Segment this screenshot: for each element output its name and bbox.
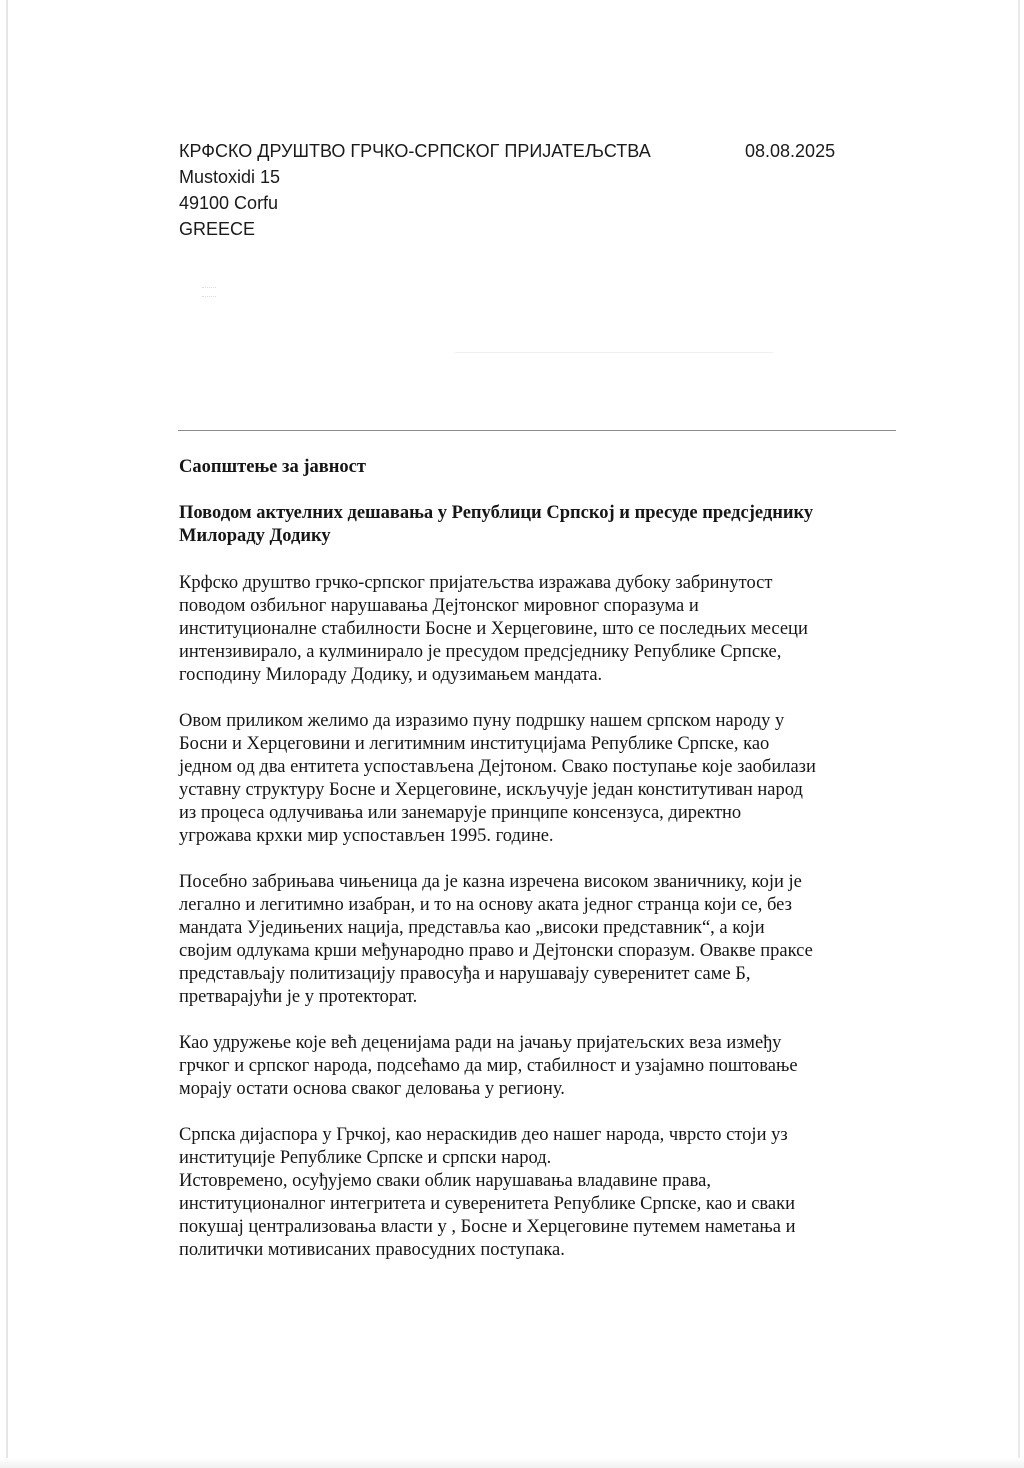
sender-address <box>179 138 651 242</box>
scan-artifact-line <box>455 352 773 353</box>
text-line: представљају политизацију правосуђа и нарушавају суверенитет саме Б, <box>179 964 751 984</box>
letter-date: 08.08.2025 <box>745 141 836 161</box>
text-line: Босни и Херцеговини и легитимним институцијама Републике Српске, као <box>179 734 770 754</box>
text-line: покушај централизовања власти у , Босне и Херцеговине путемем наметања и <box>179 1217 796 1237</box>
text-line: Као удружење које већ деценијама ради на јачању пријатељских веза између <box>179 1033 782 1053</box>
text-line: Српска дијаспора у Грчкој, као нераскидив део нашег народа, чврсто стоји уз <box>179 1125 788 1145</box>
text-line: из процеса одлучивања или занемарује принципе консензуса, директно <box>179 803 742 823</box>
text-line: уставну структуру Босне и Херцеговине, искључује један конститутиван народ <box>179 780 803 800</box>
scan-edge-right <box>1018 0 1020 1468</box>
page-title: Саопштење за јавност <box>179 457 366 477</box>
text-line: господину Милораду Додику, и одузимањем мандата. <box>179 665 603 685</box>
text-line: својим одлукама крши међународно право и Дејтонски споразум. Овакве праксе <box>179 941 813 961</box>
text-line: поводом озбиљног нарушавања Дејтонског мировног споразума и <box>179 596 699 616</box>
sender-name: КРФСКО ДРУШТВО ГРЧКО-СРПСКОГ ПРИЈАТЕЉСТВА <box>179 141 651 161</box>
subtitle-line: Поводом актуелних дешавања у Републици Српској и пресуде предсједнику <box>179 503 814 523</box>
text-line: институције Републике Српске и српски народ. <box>179 1148 552 1168</box>
text-line: интензивирало, а кулминирало је пресудом предсједнику Републике Српске, <box>179 642 782 662</box>
text-line: легално и легитимно изабран, и то на основу аката једног странца који се, без <box>179 895 792 915</box>
subtitle-line: Милораду Додику <box>179 526 331 546</box>
sender-city: 49100 Corfu <box>179 193 279 213</box>
text-line: Посебно забрињава чињеница да је казна изречена високом званичнику, који је <box>179 872 802 892</box>
text-line: морају остати основа сваког деловања у региону. <box>179 1079 565 1099</box>
text-line: Истовремено, осуђујемо сваки облик нарушавања владавине права, <box>179 1171 711 1191</box>
text-line: претварајући је у протекторат. <box>179 987 418 1007</box>
letter-body <box>179 456 899 1262</box>
scan-edge-bottom <box>0 1458 1024 1468</box>
subtitle <box>179 502 899 548</box>
scan-edge-left <box>6 0 8 1468</box>
paragraph-2 <box>179 710 899 848</box>
paragraph-1 <box>179 572 899 687</box>
paragraph-4 <box>179 1032 899 1101</box>
sender-country: GREECE <box>179 219 256 239</box>
text-line: мандата Уједињених нација, представља као „високи представник“, а који <box>179 918 765 938</box>
text-line: институционалне стабилности Босне и Херцеговине, што се последњих месеци <box>179 619 808 639</box>
header-divider <box>178 430 896 431</box>
text-line: угрожава крхки мир успостављен 1995. године. <box>179 826 554 846</box>
paragraph-5 <box>179 1124 899 1262</box>
text-line: политички мотивисаних правосудних поступака. <box>179 1240 565 1260</box>
sender-street: Mustoxidi 15 <box>179 167 281 187</box>
text-line: једном од два ентитета успостављена Дејтоном. Свако поступање које заобилази <box>179 757 816 777</box>
text-line: Овом приликом желимо да изразимо пуну подршку нашем српском народу у <box>179 711 785 731</box>
paragraph-3 <box>179 871 899 1009</box>
text-line: Крфско друштво грчко-српског пријатељства изражава дубоку забринутост <box>179 573 773 593</box>
text-line: грчког и српског народа, подсећамо да мир, стабилност и узајамно поштовање <box>179 1056 798 1076</box>
scan-artifact <box>202 287 216 297</box>
text-line: институционалног интегритета и суверенитета Републике Српске, као и сваки <box>179 1194 795 1214</box>
